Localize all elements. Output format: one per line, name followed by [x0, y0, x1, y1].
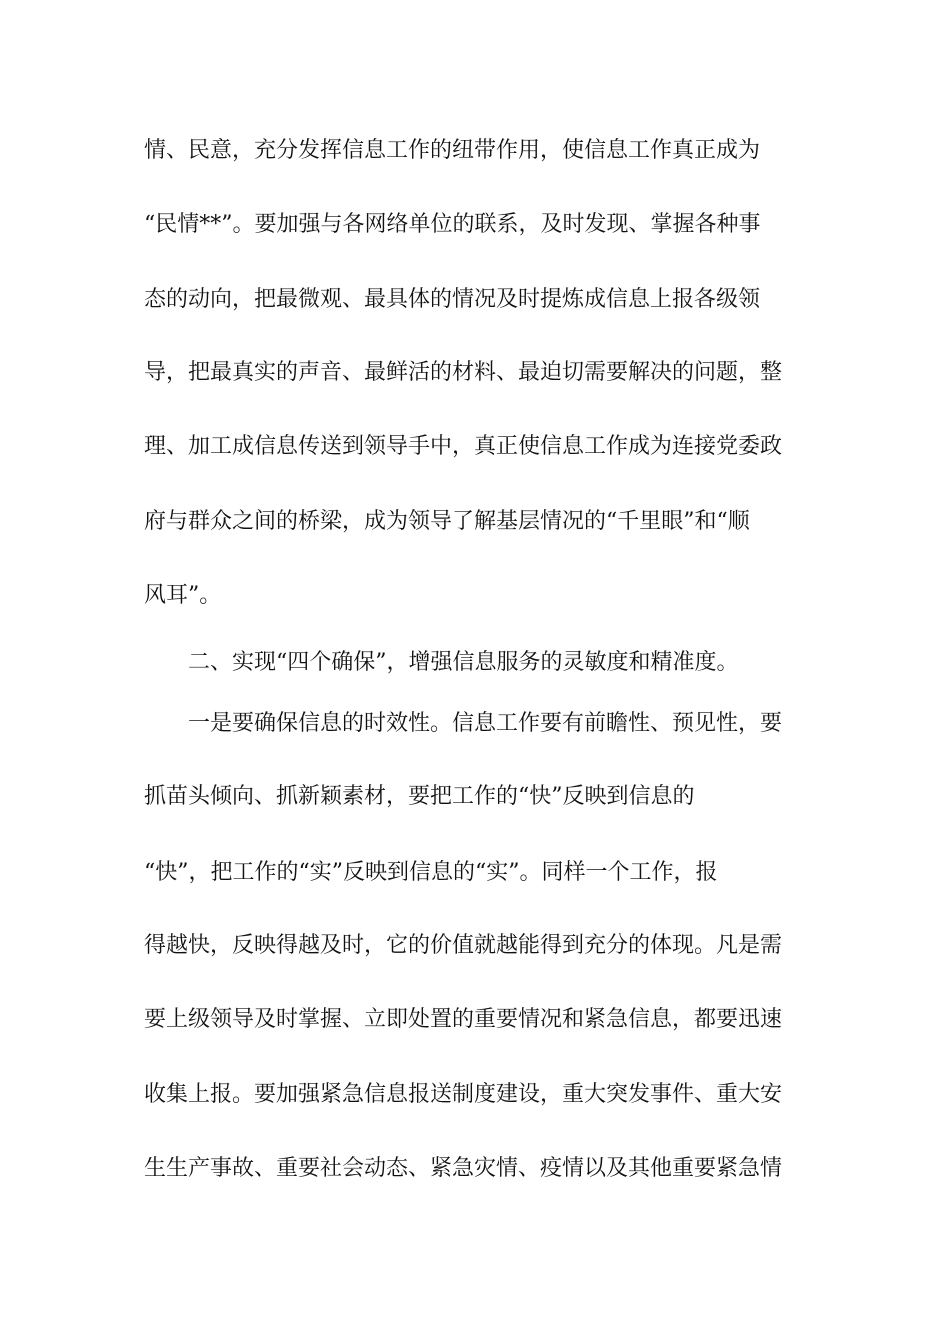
- text-line: 风耳”。: [144, 583, 222, 608]
- text-line: 要上级领导及时掌握、立即处置的重要情况和紧急信息，都要迅速: [144, 1007, 783, 1032]
- text-line: 生生产事故、重要社会动态、紧急灾情、疫情以及其他重要紧急情: [144, 1156, 783, 1181]
- text-line: 态的动向，把最微观、最具体的情况及时提炼成信息上报各级领: [144, 287, 761, 312]
- section-heading: 二、实现“四个确保”，增强信息服务的灵敏度和精准度。: [188, 650, 739, 675]
- text-line: 得越快，反映得越及时，它的价值就越能得到充分的体现。凡是需: [144, 933, 783, 958]
- text-line: 抓苗头倾向、抓新颖素材，要把工作的“快”反映到信息的: [144, 784, 695, 809]
- text-line: 导，把最真实的声音、最鲜活的材料、最迫切需要解决的问题，整: [144, 360, 783, 385]
- paragraph-first-line: 一是要确保信息的时效性。信息工作要有前瞻性、预见性，要: [188, 711, 783, 736]
- text-line: 理、加工成信息传送到领导手中，真正使信息工作成为连接党委政: [144, 434, 783, 459]
- text-line: 府与群众之间的桥梁，成为领导了解基层情况的“千里眼”和“顺: [144, 509, 750, 534]
- text-line: “民情**”。要加强与各网络单位的联系，及时发现、掌握各种事: [144, 212, 761, 237]
- text-line: “快”，把工作的“实”反映到信息的“实”。同样一个工作，报: [144, 860, 718, 885]
- text-line: 情、民意，充分发挥信息工作的纽带作用，使信息工作真正成为: [144, 138, 761, 163]
- text-line: 收集上报。要加强紧急信息报送制度建设，重大突发事件、重大安: [144, 1082, 783, 1107]
